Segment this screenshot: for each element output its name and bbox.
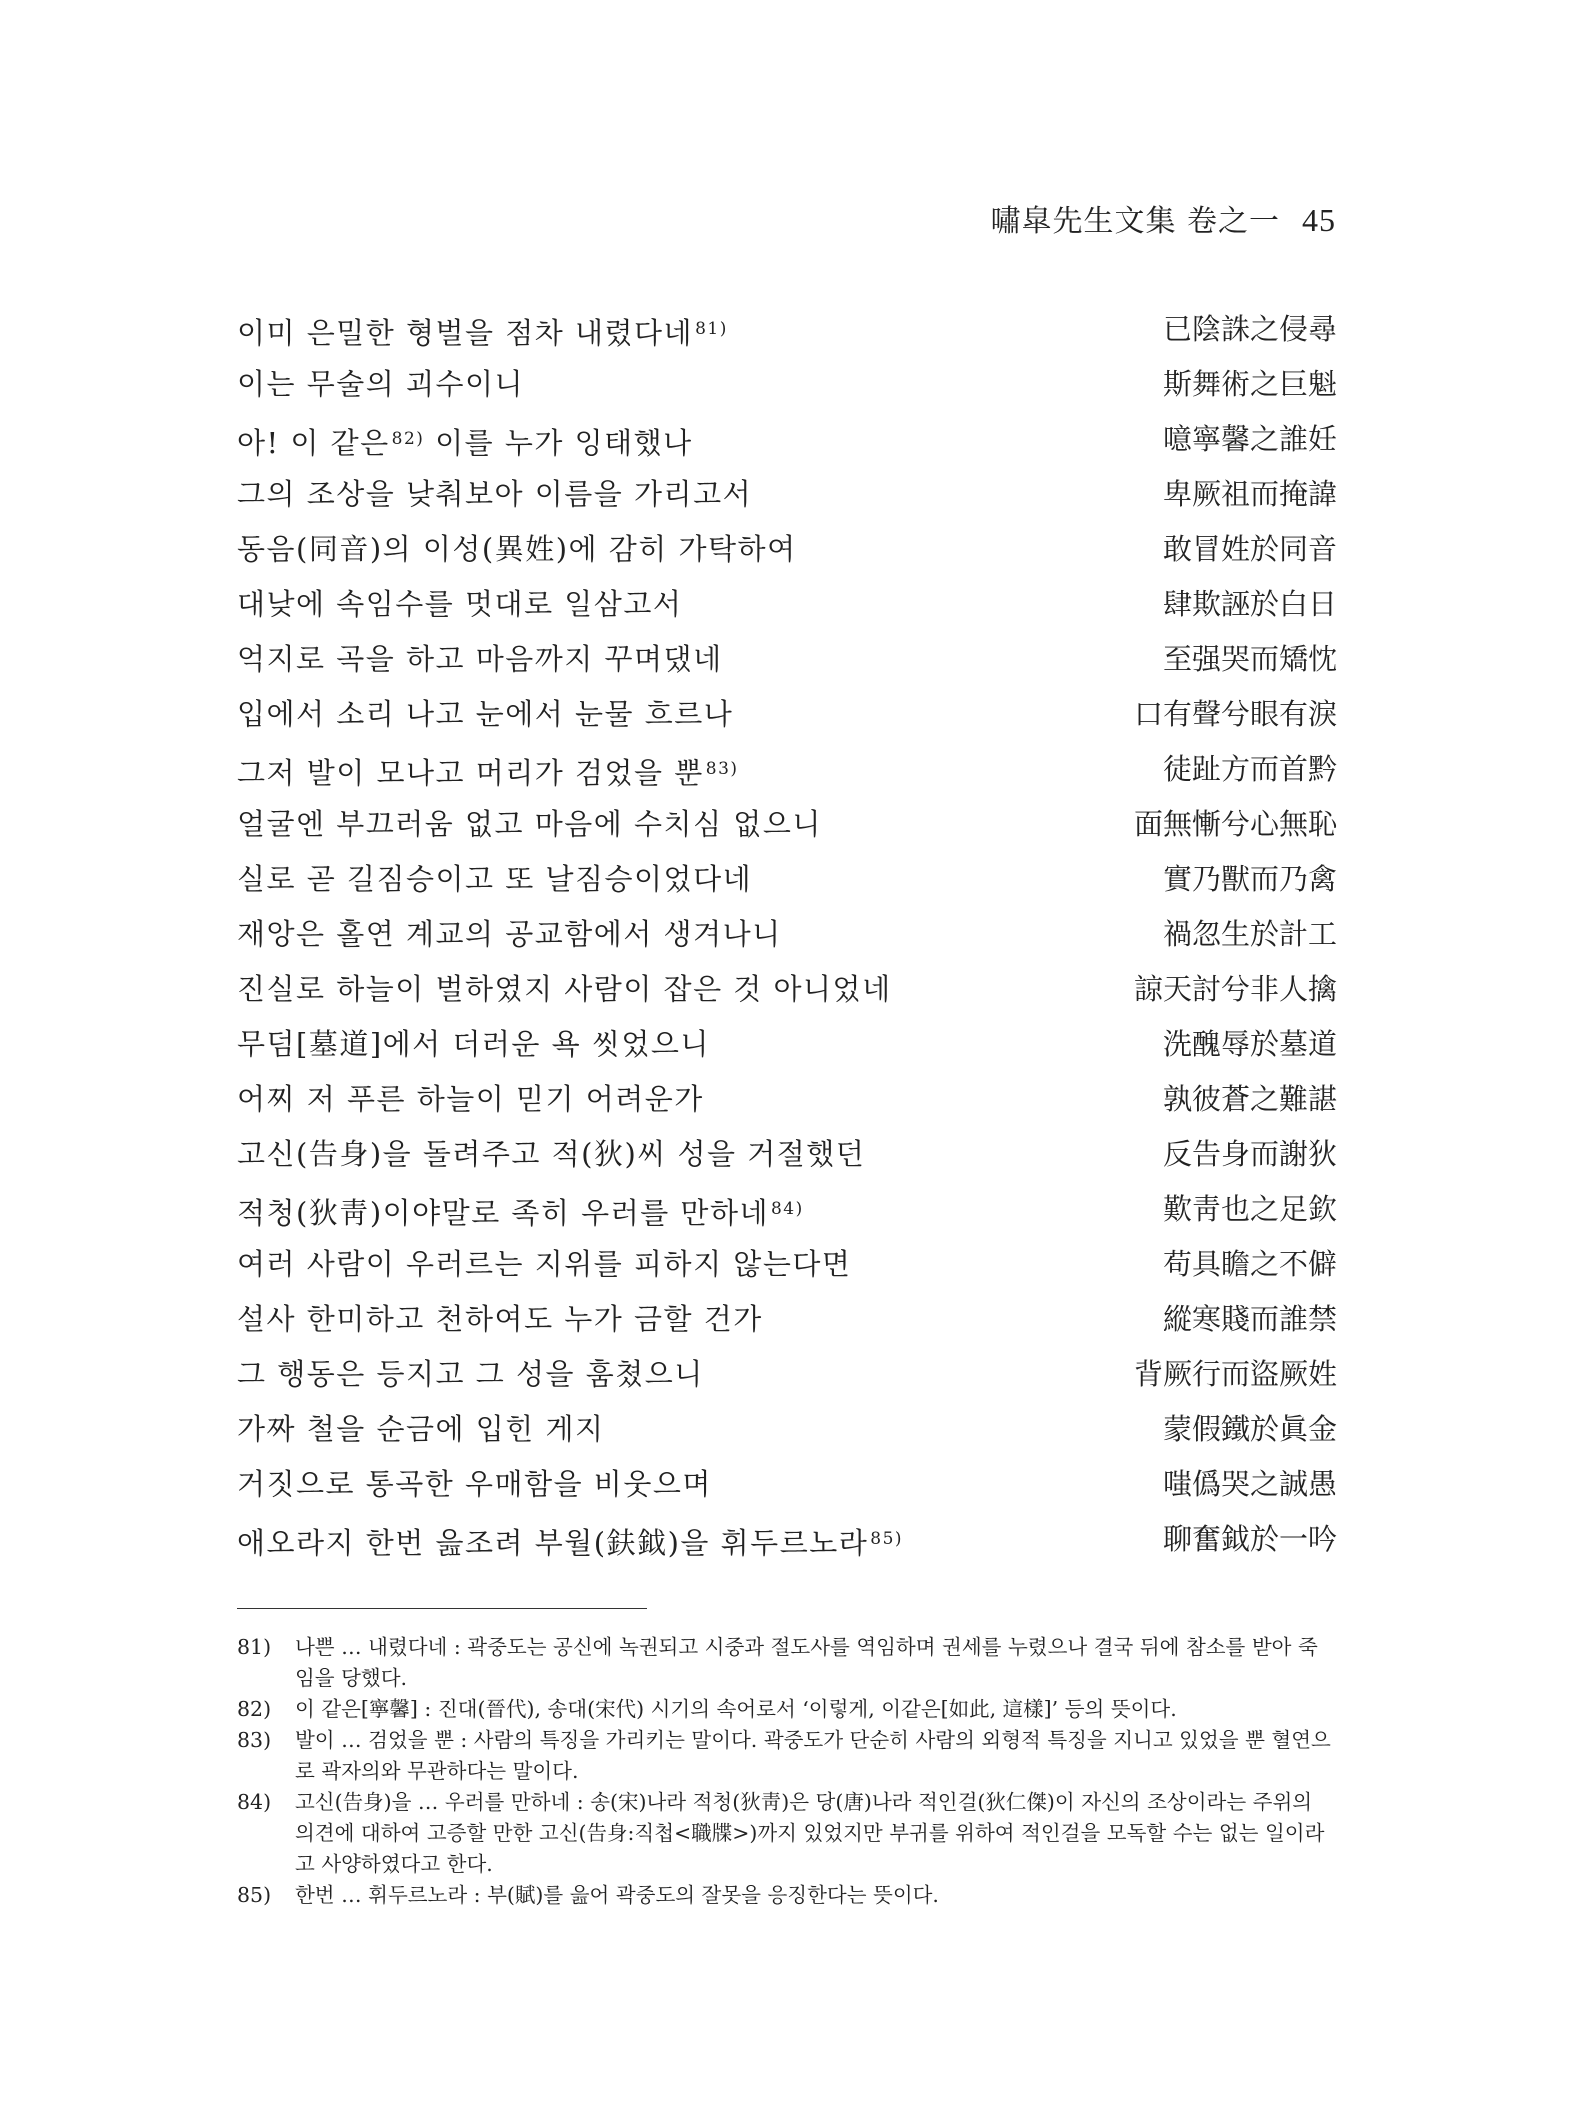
footnote-divider bbox=[237, 1608, 647, 1609]
verse-korean-text: 실로 곧 길짐승이고 또 날짐승이었다네 bbox=[237, 862, 753, 896]
verse-korean-text: 여러 사람이 우러르는 지위를 피하지 않는다면 bbox=[237, 1247, 852, 1281]
verse-hanja: 反告身而謝狄 bbox=[1162, 1137, 1337, 1171]
verse-hanja: 禍忽生於計工 bbox=[1162, 917, 1337, 951]
verse-korean bbox=[237, 357, 524, 412]
verse-korean bbox=[237, 632, 723, 687]
verse-korean bbox=[237, 797, 822, 852]
verse-korean-text: 그의 조상을 낮춰보아 이름을 가리고서 bbox=[237, 477, 753, 511]
footnote bbox=[237, 1880, 1337, 1911]
verse-row bbox=[237, 742, 1337, 797]
footnote-marker: 83) bbox=[705, 759, 739, 779]
footnote bbox=[237, 1694, 1337, 1725]
page-number: 45 bbox=[1302, 202, 1336, 238]
verse-hanja: 卑厥祖而掩諱 bbox=[1162, 477, 1337, 511]
footnote-text: 이 같은[寧馨] : 진대(晉代), 송대(宋代) 시기의 속어로서 ‘이렇게, 이같은[如此, 這樣]’ 등의 뜻이다. bbox=[295, 1697, 1177, 1721]
verse-korean bbox=[237, 687, 733, 742]
verse-korean-text: 대낮에 속임수를 멋대로 일삼고서 bbox=[237, 587, 683, 621]
verse-korean bbox=[237, 1457, 712, 1512]
footnote-text: 한번 … 휘두르노라 : 부(賦)를 읊어 곽중도의 잘못을 응징한다는 뜻이다. bbox=[295, 1883, 939, 1907]
verse-row bbox=[237, 522, 1337, 577]
verse-korean-text: 동음(同音)의 이성(異姓)에 감히 가탁하여 bbox=[237, 532, 797, 566]
footnote-text: 발이 … 검었을 뿐 : 사람의 특징을 가리키는 말이다. 곽중도가 단순히 사람의 외형적 특징을 지니고 있었을 뿐 혈연으로 곽자의와 무관하다는 말이다. bbox=[295, 1728, 1331, 1783]
verse-korean-text: 어찌 저 푸른 하늘이 믿기 어려운가 bbox=[237, 1082, 704, 1116]
verse-korean bbox=[237, 852, 752, 907]
verse-korean bbox=[237, 1512, 903, 1571]
footnote-text: 고신(告身)을 … 우러를 만하네 : 송(宋)나라 적청(狄靑)은 당(唐)나라 적인걸(狄仁傑)이 자신의 조상이라는 주위의 의견에 대하여 고증할 만한 고신(告身:직첩<職牒>)까지 있었지만 부귀를 위하여 적인걸을 모독할 수는 없는 일이라고 사양하였다고 한다. bbox=[295, 1790, 1325, 1876]
running-title: 嘯皐先生文集 卷之一 bbox=[990, 204, 1280, 239]
verse-korean bbox=[237, 1237, 851, 1292]
verse-hanja: 蒙假鐵於眞金 bbox=[1162, 1412, 1337, 1446]
verse-korean-text: 얼굴엔 부끄러움 없고 마음에 수치심 없으니 bbox=[237, 807, 822, 841]
verse-row bbox=[237, 1237, 1337, 1292]
verse-korean bbox=[237, 302, 728, 361]
verse-korean bbox=[237, 412, 693, 471]
footnote-marker: 85) bbox=[870, 1529, 904, 1549]
verse-row bbox=[237, 412, 1337, 467]
footnote-text: 나쁜 … 내렸다네 : 곽중도는 공신에 녹권되고 시중과 절도사를 역임하며 권세를 누렸으나 결국 뒤에 참소를 받아 죽임을 당했다. bbox=[295, 1635, 1318, 1690]
verse-korean bbox=[237, 1072, 704, 1127]
verse-korean-text: 아! 이 같은 bbox=[237, 426, 390, 460]
footnote-number: 83) bbox=[237, 1728, 272, 1752]
verse-korean bbox=[237, 467, 752, 522]
verse-hanja: 洗醜辱於墓道 bbox=[1162, 1027, 1337, 1061]
verse-hanja: 實乃獸而乃禽 bbox=[1162, 862, 1337, 896]
verse-row bbox=[237, 962, 1337, 1017]
verse-hanja: 敢冒姓於同音 bbox=[1162, 532, 1337, 566]
verse-korean-text: 이는 무술의 괴수이니 bbox=[237, 367, 525, 401]
verse-row bbox=[237, 1127, 1337, 1182]
verse-hanja: 縱寒賤而誰禁 bbox=[1162, 1302, 1337, 1336]
verse-row bbox=[237, 1512, 1337, 1567]
verse-hanja: 面無慚兮心無恥 bbox=[1133, 807, 1337, 841]
verse-hanja: 噫寧馨之誰妊 bbox=[1162, 422, 1337, 456]
verse-row bbox=[237, 1347, 1337, 1402]
verse-hanja: 孰彼蒼之難諶 bbox=[1162, 1082, 1337, 1116]
verse-korean-text: 설사 한미하고 천하여도 누가 금할 건가 bbox=[237, 1302, 763, 1336]
verse-hanja: 徒趾方而首黔 bbox=[1162, 752, 1337, 786]
verse-korean bbox=[237, 742, 739, 801]
verse-hanja: 斯舞術之巨魁 bbox=[1162, 367, 1337, 401]
verse-korean-text: 고신(告身)을 돌려주고 적(狄)씨 성을 거절했던 bbox=[237, 1137, 866, 1171]
verse-korean-text: 무덤[墓道]에서 더러운 욕 씻었으니 bbox=[237, 1027, 710, 1061]
verse-hanja: 已陰誅之侵尋 bbox=[1162, 312, 1337, 346]
verse-hanja: 肆欺誣於白日 bbox=[1162, 587, 1337, 621]
verse-korean-text: 억지로 곡을 하고 마음까지 꾸며댔네 bbox=[237, 642, 723, 676]
verse-korean bbox=[237, 522, 797, 577]
verse-hanja: 諒天討兮非人擒 bbox=[1133, 972, 1337, 1006]
verse-row bbox=[237, 632, 1337, 687]
verse-korean-text: 가짜 철을 순금에 입힌 게지 bbox=[237, 1412, 605, 1446]
footnote bbox=[237, 1632, 1337, 1694]
verse-korean bbox=[237, 1402, 605, 1457]
footnote-number: 84) bbox=[237, 1790, 272, 1814]
verse-korean-text: 그저 발이 모나고 머리가 검었을 뿐 bbox=[237, 756, 704, 790]
verse-row bbox=[237, 687, 1337, 742]
verse-korean-text: 거짓으로 통곡한 우매함을 비웃으며 bbox=[237, 1467, 712, 1501]
verse-row bbox=[237, 852, 1337, 907]
verse-hanja: 嗤僞哭之誠愚 bbox=[1162, 1467, 1337, 1501]
verse-row bbox=[237, 797, 1337, 852]
verse-hanja: 至强哭而矯忱 bbox=[1162, 642, 1337, 676]
verse-row bbox=[237, 1072, 1337, 1127]
page-header bbox=[990, 196, 1336, 240]
verse-korean-text: 애오라지 한번 읊조려 부월(鈇鉞)을 휘두르노라 bbox=[237, 1526, 869, 1560]
verse-korean-text: 적청(狄靑)이야말로 족히 우러를 만하네 bbox=[237, 1196, 769, 1230]
verse-korean bbox=[237, 907, 782, 962]
verse-hanja: 歎靑也之足欽 bbox=[1162, 1192, 1337, 1226]
verse-list bbox=[237, 302, 1337, 1567]
footnote-number: 81) bbox=[237, 1635, 272, 1659]
verse-hanja: 口有聲兮眼有淚 bbox=[1133, 697, 1337, 731]
verse-korean bbox=[237, 1292, 763, 1347]
verse-korean bbox=[237, 577, 682, 632]
footnote-marker: 81) bbox=[695, 319, 728, 339]
verse-row bbox=[237, 1292, 1337, 1347]
verse-korean-text: 그 행동은 등지고 그 성을 훔쳤으니 bbox=[237, 1357, 704, 1391]
footnote bbox=[237, 1725, 1337, 1787]
verse-row bbox=[237, 1182, 1337, 1237]
footnote-number: 82) bbox=[237, 1697, 272, 1721]
verse-row bbox=[237, 577, 1337, 632]
verse-korean bbox=[237, 1017, 710, 1072]
footnote-marker: 84) bbox=[770, 1199, 804, 1219]
footnote-list bbox=[237, 1632, 1337, 1911]
verse-row bbox=[237, 1017, 1337, 1072]
footnote-marker: 82) bbox=[391, 429, 425, 449]
footnote-number: 85) bbox=[237, 1883, 272, 1907]
verse-row bbox=[237, 357, 1337, 412]
verse-hanja: 背厥行而盜厥姓 bbox=[1133, 1357, 1337, 1391]
verse-korean-text: 진실로 하늘이 벌하였지 사람이 잡은 것 아니었네 bbox=[237, 972, 892, 1006]
verse-korean-text: 재앙은 홀연 계교의 공교함에서 생겨나니 bbox=[237, 917, 782, 951]
verse-korean bbox=[237, 1182, 804, 1241]
verse-korean bbox=[237, 962, 892, 1017]
verse-korean-text: 입에서 소리 나고 눈에서 눈물 흐르나 bbox=[237, 697, 734, 731]
verse-row bbox=[237, 1457, 1337, 1512]
verse-row bbox=[237, 1402, 1337, 1457]
verse-korean-text-cont: 이를 누가 잉태했나 bbox=[424, 426, 693, 460]
verse-hanja: 苟具瞻之不僻 bbox=[1162, 1247, 1337, 1281]
verse-row bbox=[237, 302, 1337, 357]
verse-hanja: 聊奮鉞於一吟 bbox=[1162, 1522, 1337, 1556]
verse-korean bbox=[237, 1127, 865, 1182]
verse-korean-text: 이미 은밀한 형벌을 점차 내렸다네 bbox=[237, 316, 694, 350]
verse-korean bbox=[237, 1347, 704, 1402]
footnote bbox=[237, 1787, 1337, 1880]
verse-row bbox=[237, 467, 1337, 522]
verse-row bbox=[237, 907, 1337, 962]
